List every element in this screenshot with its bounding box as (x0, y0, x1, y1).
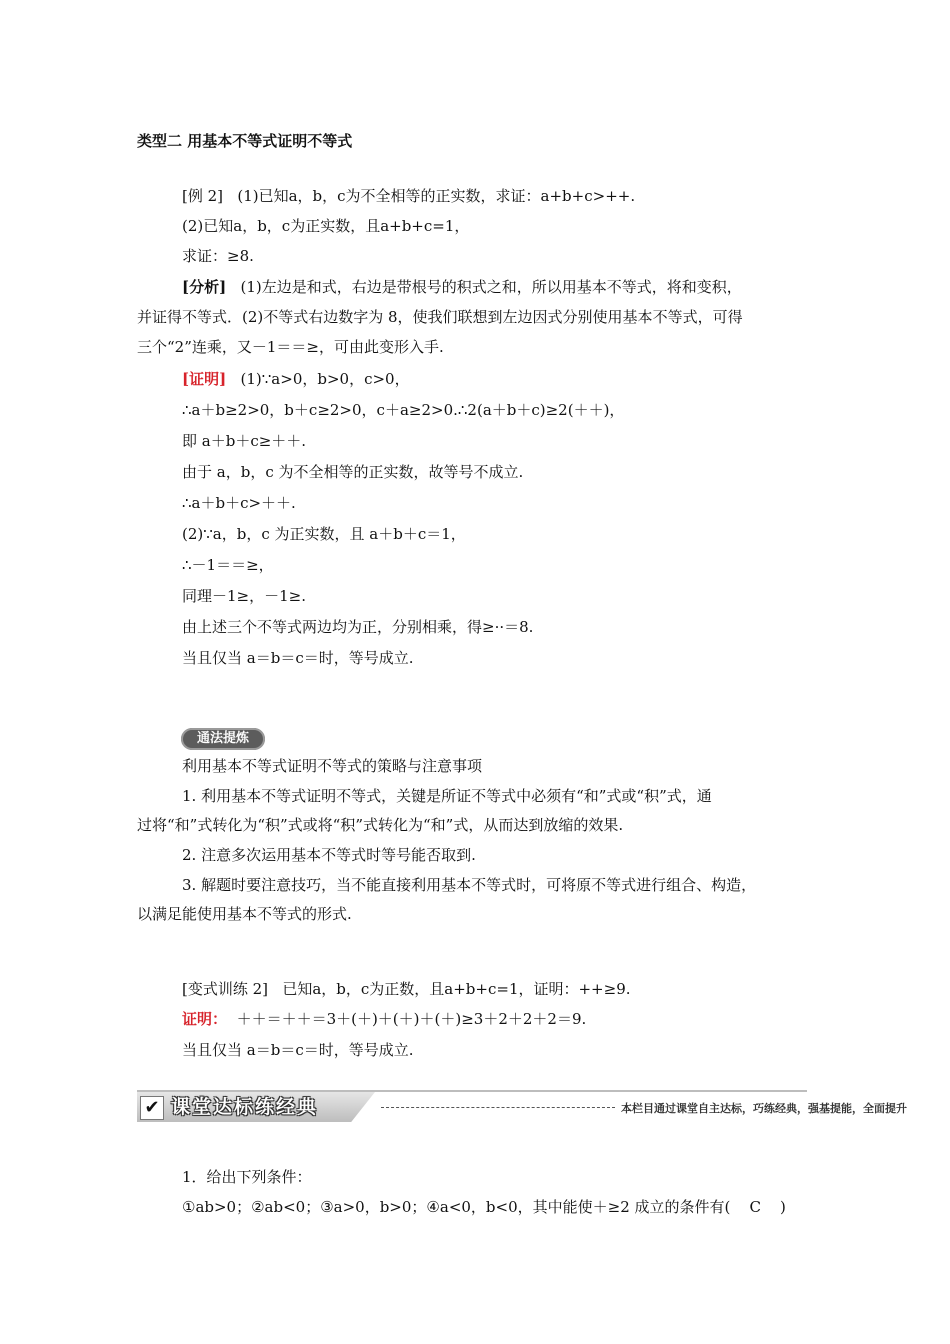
method-p1-line2: 过将“和”式转化为“积”式或将“积”式转化为“和”式，从而达到放缩的效果. (137, 816, 624, 834)
method-badge: 通法提炼 (181, 728, 265, 750)
proof-label: [证明] (182, 370, 227, 388)
check-icon: ✔ (140, 1096, 164, 1120)
proof-line-0 (182, 369, 410, 389)
variant-proof (182, 1009, 586, 1029)
method-p3-line2: 以满足能使用基本不等式的形式. (137, 905, 352, 923)
exercise-q1-answer: C (749, 1198, 761, 1216)
method-p1-line1: 1. 利用基本不等式证明不等式，关键是所证不等式中必须有“和”式或“积”式，通 (182, 787, 712, 805)
section-title: 类型二 用基本不等式证明不等式 (137, 132, 353, 150)
variant-question (182, 979, 631, 999)
proof-line-8: 由上述三个不等式两边均为正，分别相乘，得≥··＝8. (182, 618, 534, 636)
example-part2: (2)已知a，b，c为正实数，且a+b+c=1， (182, 217, 470, 235)
exercise-q1-conditions (182, 1197, 786, 1217)
proof-line-1: ∴a＋b≥2>0，b＋c≥2>0，c＋a≥2>0.∴2(a＋b＋c)≥2(＋＋)， (182, 401, 625, 419)
proof-line-5: (2)∵a，b，c 为正实数，且 a＋b＋c＝1， (182, 525, 466, 543)
exercise-q1-title: 1．给出下列条件： (182, 1168, 312, 1186)
analysis-line3: 三个“2”连乘，又－1＝＝≥，可由此变形入手. (137, 338, 444, 356)
variant-proof-text: ＋＋＝＋＋＝3＋(＋)＋(＋)＋(＋)≥3＋2＋2＋2＝9. (236, 1010, 587, 1028)
analysis-label: [分析] (182, 278, 227, 296)
banner-dashed-line (381, 1107, 615, 1108)
method-p2: 2. 注意多次运用基本不等式时等号能否取到. (182, 846, 476, 864)
banner-top-rule (137, 1090, 807, 1092)
example-part1 (182, 186, 635, 206)
analysis-line1-text: (1)左边是和式，右边是带根号的积式之和，所以用基本不等式，将和变积， (240, 278, 742, 296)
method-p3-line1: 3. 解题时要注意技巧，当不能直接利用基本不等式时，可将原不等式进行组合、构造， (182, 876, 757, 894)
exercise-q1-close: ) (780, 1198, 786, 1216)
example-part1-text: (1)已知a，b，c为不全相等的正实数，求证：a+b+c>++. (237, 187, 636, 205)
variant-text: 已知a，b，c为正数，且a+b+c=1，证明：++≥9. (282, 980, 631, 998)
variant-proof-label: 证明： (182, 1010, 228, 1028)
variant-label: [变式训练 2] (182, 980, 269, 998)
proof-line-6: ∴－1＝＝≥， (182, 556, 274, 574)
proof-line-3: 由于 a，b，c 为不全相等的正实数，故等号不成立. (182, 463, 524, 481)
proof-line-0-text: (1)∵a>0，b>0，c>0， (240, 370, 410, 388)
example-label: [例 2] (182, 187, 224, 205)
proof-line-4: ∴a＋b＋c>＋＋. (182, 494, 296, 512)
method-title: 利用基本不等式证明不等式的策略与注意事项 (182, 757, 483, 775)
analysis-line2: 并证得不等式．(2)不等式右边数字为 8，使我们联想到左边因式分别使用基本不等式，可得 (137, 308, 743, 326)
example-part2-goal: 求证：≥8. (182, 247, 254, 265)
banner-note: 本栏目通过课堂自主达标，巧练经典，强基提能，全面提升 (621, 1102, 907, 1115)
proof-line-7: 同理－1≥，－1≥. (182, 587, 306, 605)
exercise-q1-text: ①ab>0；②ab<0；③a>0，b>0；④a<0，b<0，其中能使＋≥2 成立的条件有( (182, 1198, 731, 1216)
proof-line-2: 即 a＋b＋c≥＋＋. (182, 432, 307, 450)
variant-equality: 当且仅当 a＝b＝c＝时，等号成立. (182, 1041, 414, 1059)
banner-title: 课堂达标练经典 (171, 1096, 319, 1118)
proof-line-9: 当且仅当 a＝b＝c＝时，等号成立. (182, 649, 414, 667)
section-banner (137, 1092, 907, 1122)
analysis-line1 (182, 277, 742, 297)
